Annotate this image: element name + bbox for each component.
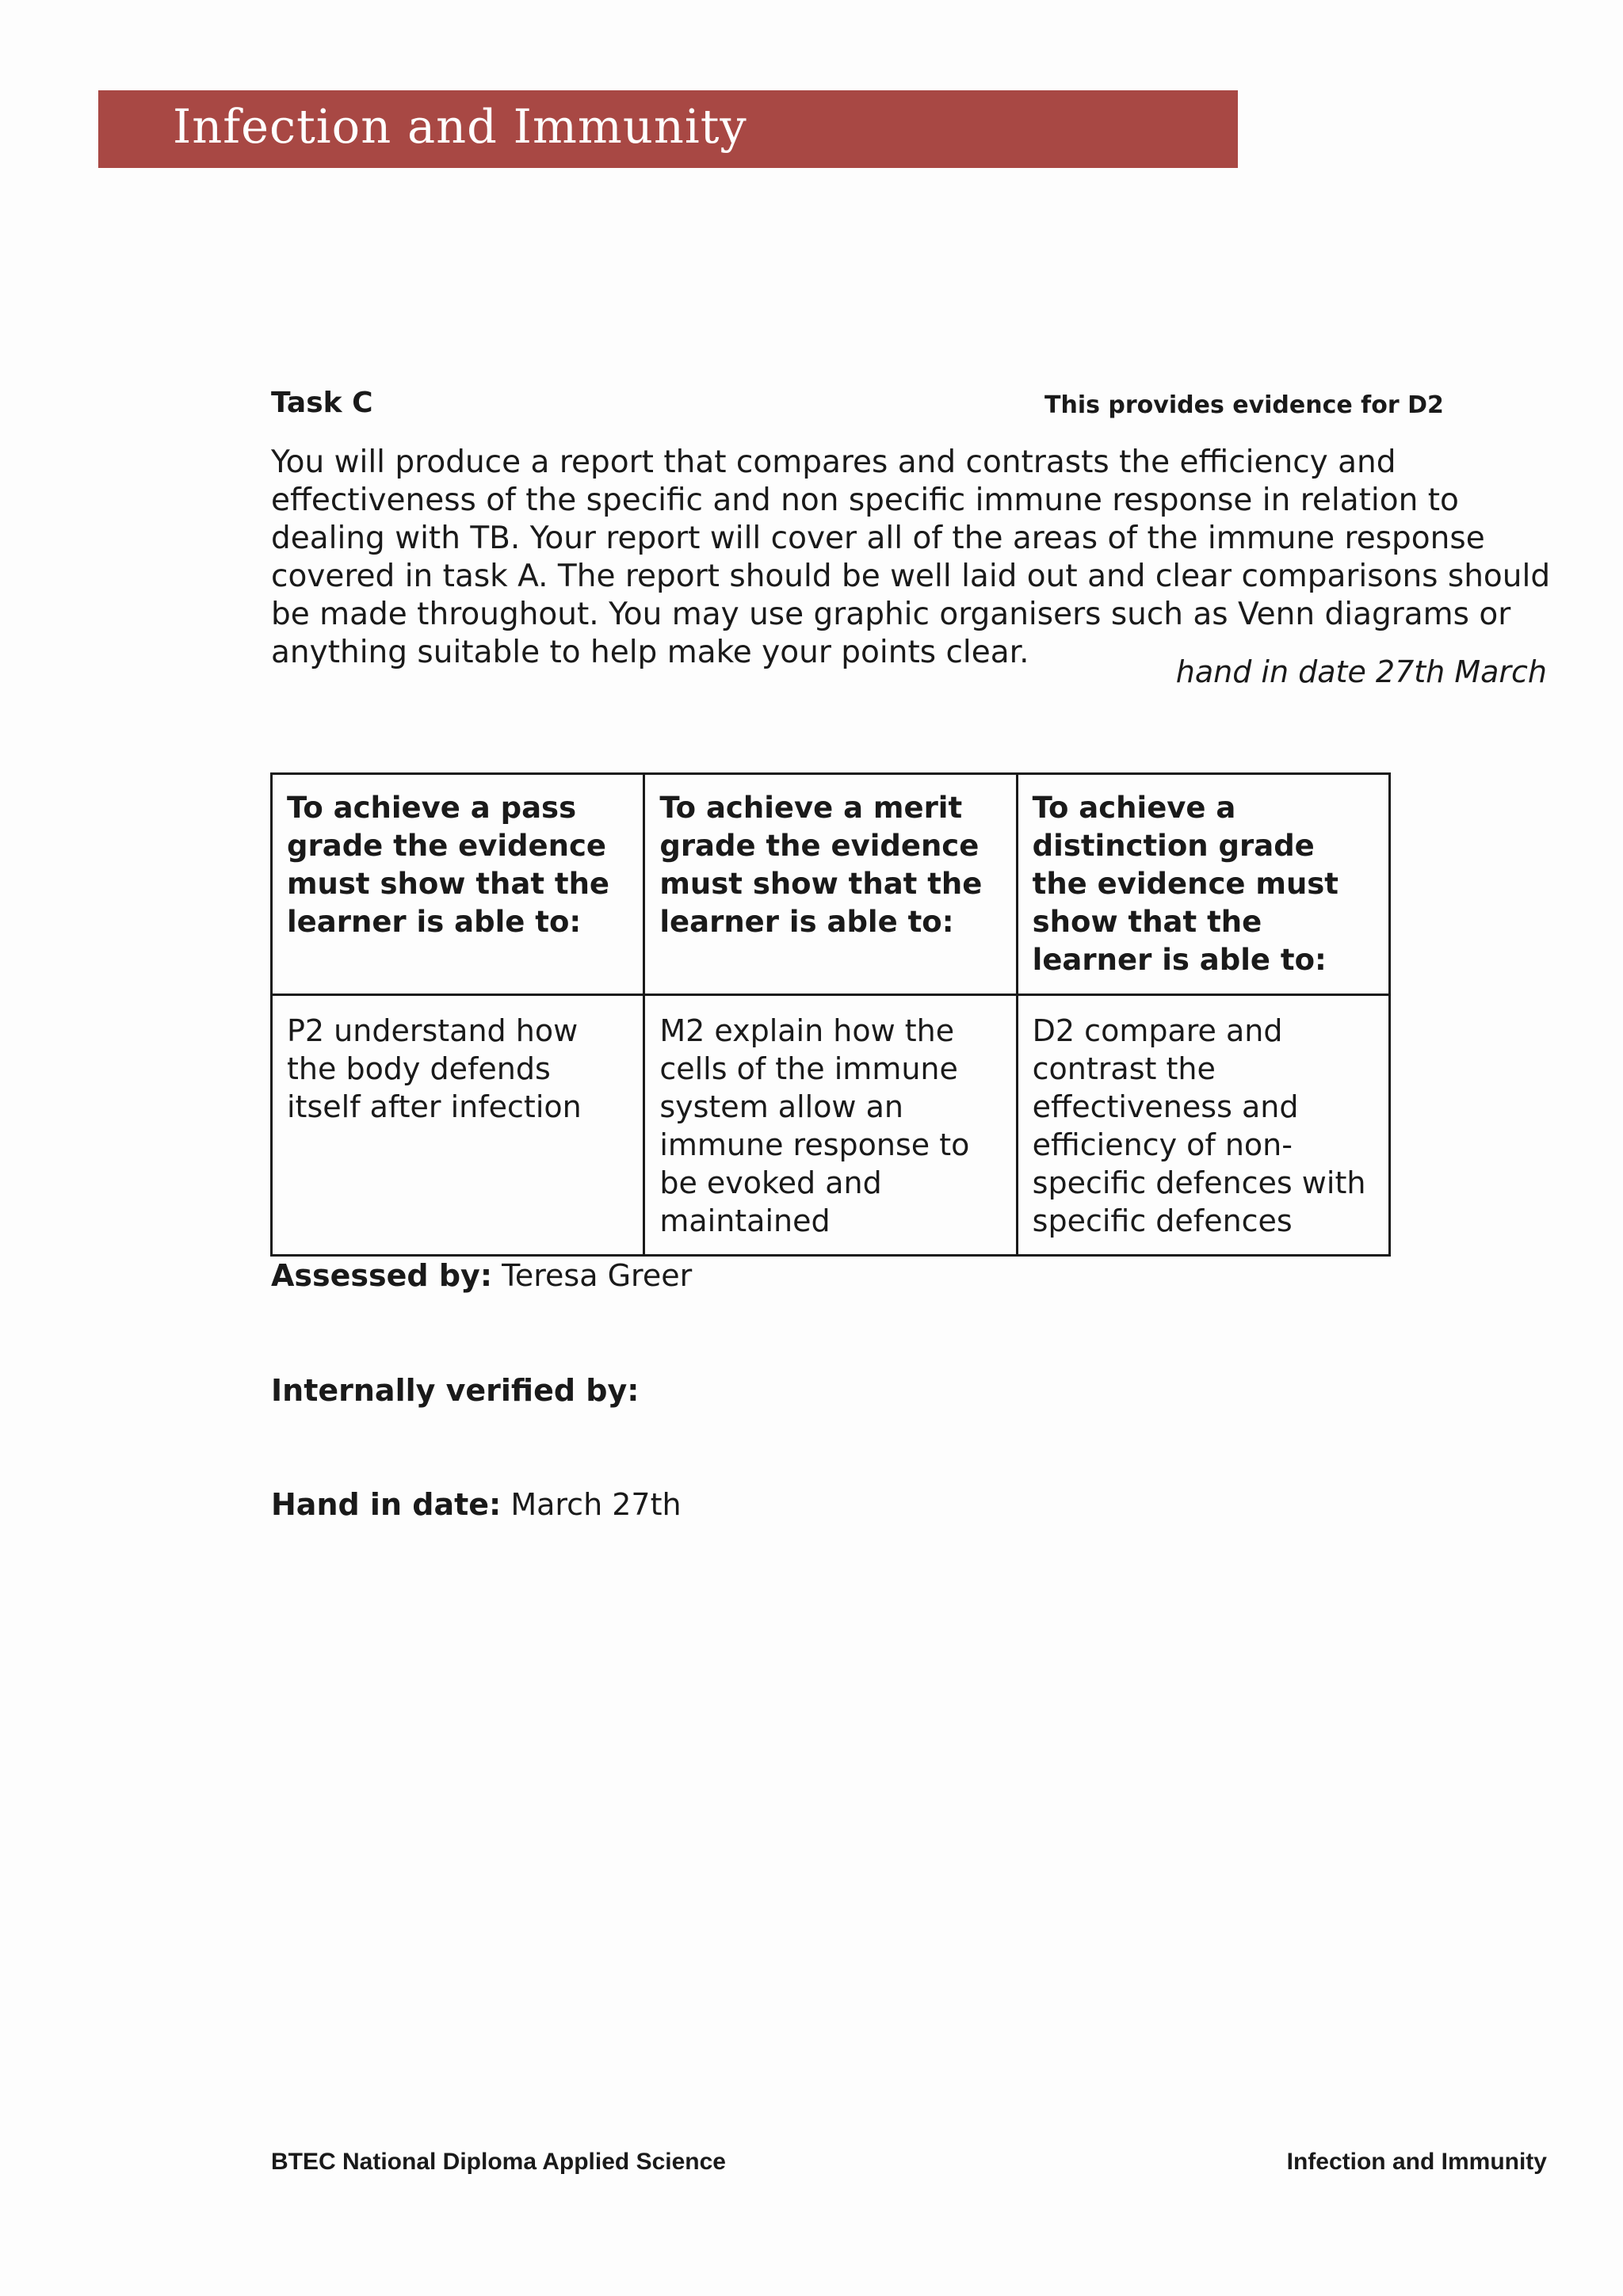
- hand-in-date-field: [271, 1487, 682, 1522]
- footer-course-name: BTEC National Diploma Applied Science: [271, 2149, 726, 2175]
- hand-in-date-label: Hand in date:: [271, 1487, 502, 1522]
- hand-in-date-value: March 27th: [510, 1487, 682, 1522]
- evidence-note: This provides evidence for D2: [1044, 391, 1444, 419]
- grading-criteria-table: [270, 772, 1391, 1257]
- task-label: Task C: [271, 387, 373, 419]
- verified-by-field: [271, 1373, 639, 1408]
- task-description: You will produce a report that compares and contrasts the efficiency and effectiveness of the specific and non specific immune response in relation to dealing with TB. Your report will cover all of the areas of the immune response covered in task A. The report should be well laid out and clear comparisons should be made throughout. You may use graphic organisers such as Venn diagrams or anything suitable to help make your points clear.: [271, 444, 1551, 670]
- pass-criterion: P2 understand how the body defends itself after infection: [272, 995, 644, 1256]
- merit-header: To achieve a merit grade the evidence must show that the learner is able to:: [644, 774, 1017, 995]
- assessed-by-label: Assessed by:: [271, 1258, 493, 1293]
- merit-criterion: M2 explain how the cells of the immune system allow an immune response to be evoked and maintained: [644, 995, 1017, 1256]
- page-title: Infection and Immunity: [173, 99, 747, 154]
- distinction-header: To achieve a distinction grade the evidence must show that the learner is able to:: [1017, 774, 1389, 995]
- distinction-criterion: D2 compare and contrast the effectiveness and efficiency of non-specific defences with specific defences: [1017, 995, 1389, 1256]
- pass-header: To achieve a pass grade the evidence must show that the learner is able to:: [272, 774, 644, 995]
- verified-by-label: Internally verified by:: [271, 1373, 640, 1408]
- footer-unit-name: Infection and Immunity: [1286, 2149, 1547, 2175]
- table-row: [272, 995, 1390, 1256]
- table-header-row: [272, 774, 1390, 995]
- assessed-by-field: [271, 1258, 692, 1293]
- due-date-note: hand in date 27th March: [1175, 654, 1547, 689]
- assessed-by-value: Teresa Greer: [502, 1258, 693, 1293]
